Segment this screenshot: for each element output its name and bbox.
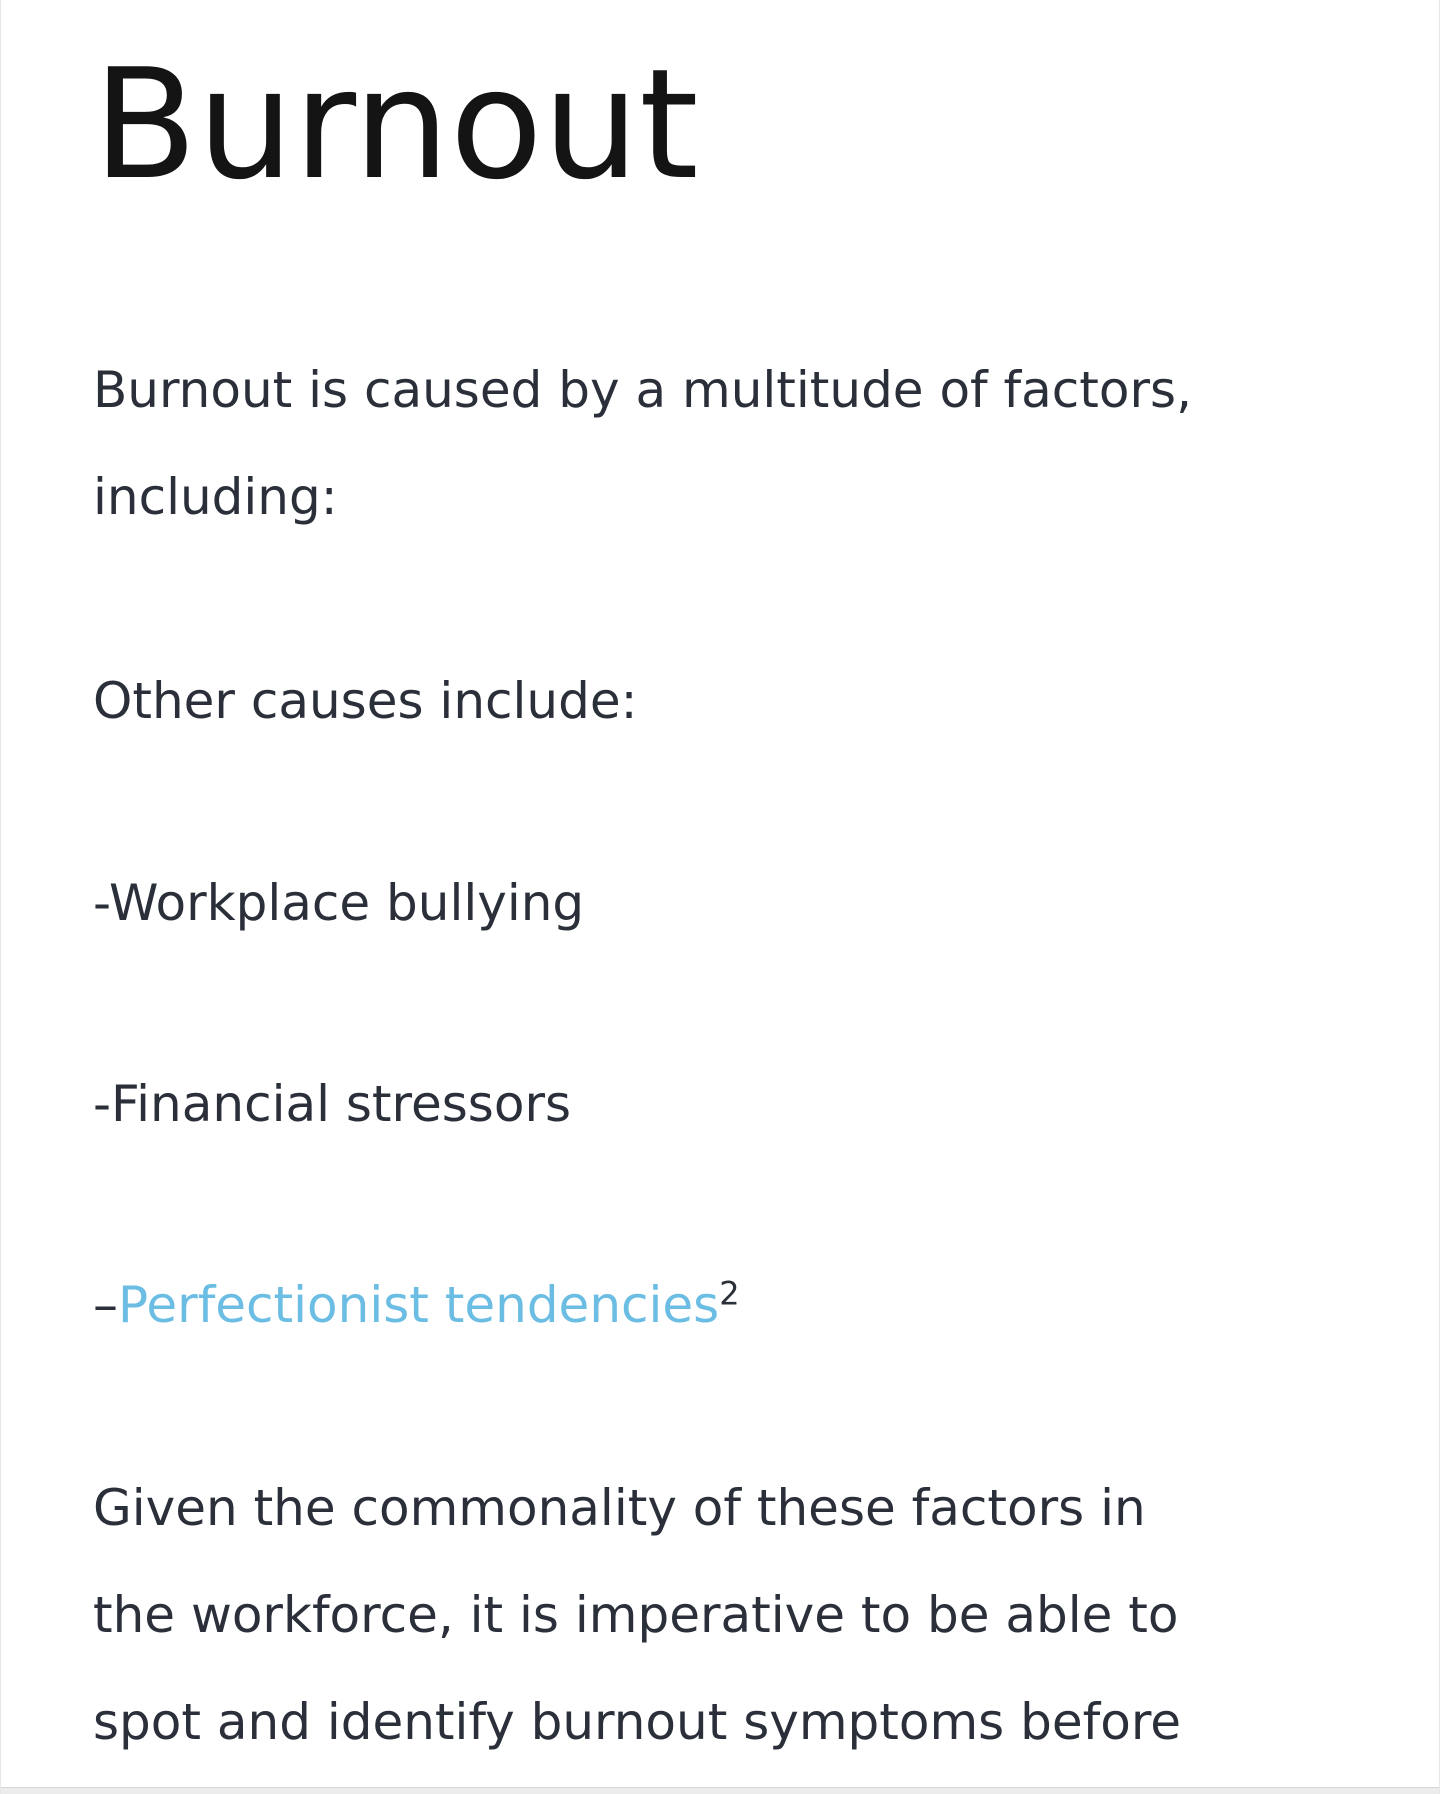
list-dash: – [93, 1276, 118, 1334]
intro-line-2: including: [93, 468, 338, 526]
closing-paragraph [93, 1455, 1181, 1776]
closing-line-3: spot and identify burnout symptoms before [93, 1693, 1182, 1751]
intro-paragraph [93, 337, 1192, 551]
perfectionist-tendencies-link[interactable]: Perfectionist tendencies [118, 1276, 720, 1334]
cause-item-workplace-bullying: -Workplace bullying [93, 874, 585, 932]
cause-item-financial-stressors: -Financial stressors [93, 1075, 572, 1133]
intro-line-1: Burnout is caused by a multitude of factors, [93, 361, 1192, 419]
closing-line-1: Given the commonality of these factors in [93, 1479, 1146, 1537]
article-heading: Burnout [93, 36, 699, 213]
footnote-marker[interactable]: 2 [719, 1274, 740, 1313]
cause-item-perfectionist-tendencies [93, 1252, 740, 1359]
other-causes-paragraph: Other causes include: [93, 672, 638, 730]
closing-line-2: the workforce, it is imperative to be able to [93, 1586, 1179, 1644]
bottom-edge-divider [1, 1787, 1440, 1794]
